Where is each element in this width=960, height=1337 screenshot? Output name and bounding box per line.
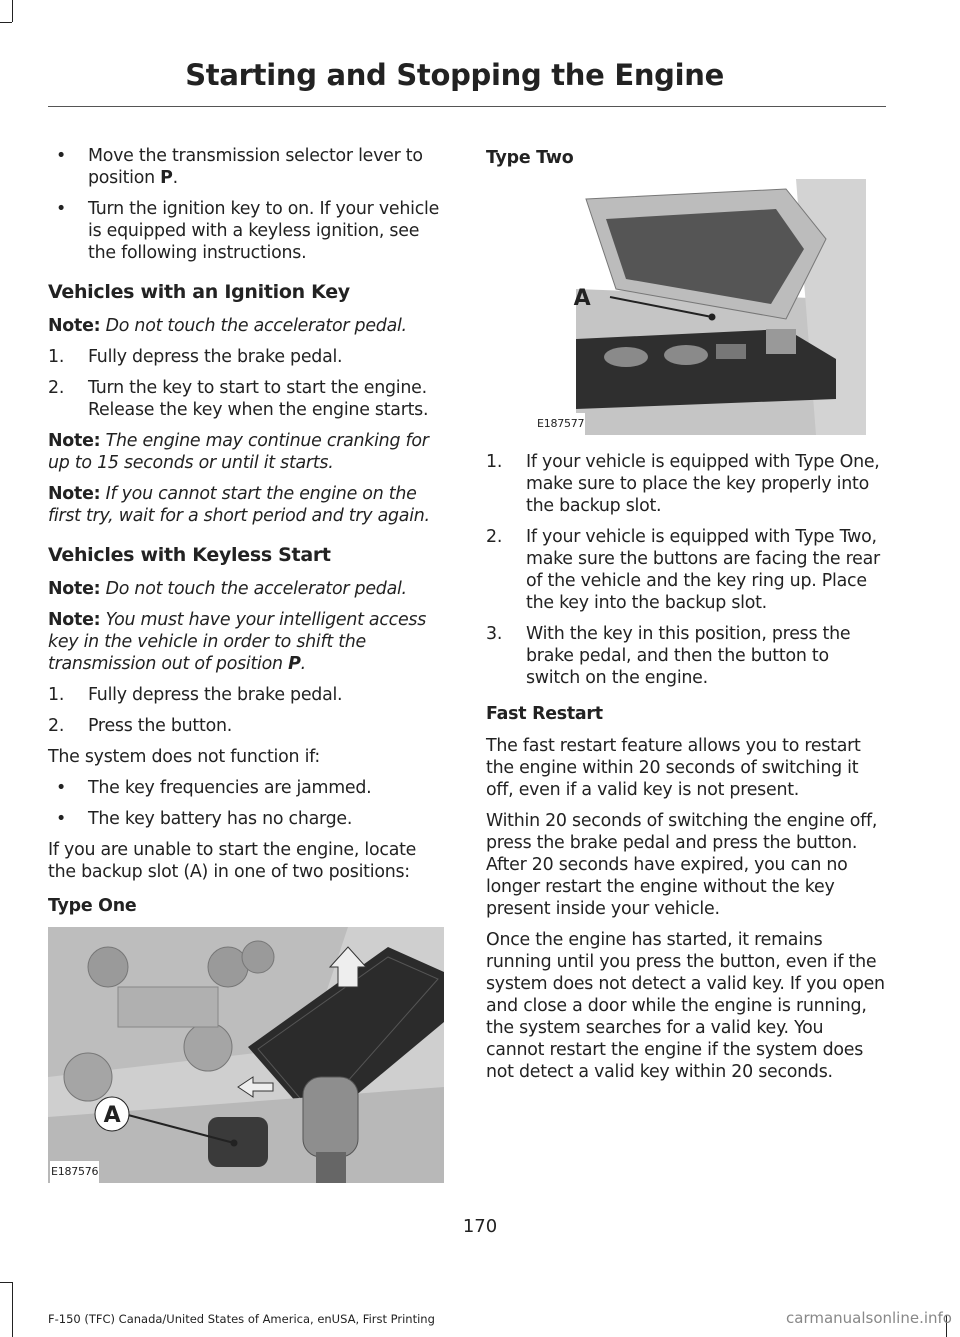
watermark: carmanualsonline.info: [786, 1309, 952, 1327]
subheading: Type One: [48, 896, 137, 916]
section-heading: Vehicles with an Ignition Key: [48, 281, 350, 303]
bullet-mark: •: [56, 199, 67, 219]
figure-code: E187577: [536, 413, 585, 435]
crop-mark: [12, 0, 13, 22]
right-column: [486, 145, 886, 1092]
page-number: 170: [462, 1216, 498, 1237]
note: Note: Do not touch the accelerator pedal.: [48, 316, 407, 336]
list-item: • Turn the ignition key to on. If your vehicle is equipped with a keyless ignition, see the following instructions.: [56, 199, 440, 263]
left-column: [48, 145, 448, 1183]
bullet-mark: •: [56, 778, 67, 798]
subheading: Fast Restart: [486, 704, 603, 724]
header-rule: [48, 106, 886, 107]
crop-mark: [0, 22, 12, 23]
list-item: 1. Fully depress the brake pedal.: [48, 347, 343, 367]
paragraph: Within 20 seconds of switching the engine off, press the brake pedal and press the button. After 20 seconds have expired, you can no longer restart the engine without the key present inside your vehicle.: [486, 811, 878, 919]
figure-code: E187576: [50, 1161, 99, 1183]
list-item: 2. Turn the key to start to start the engine. Release the key when the engine starts.: [48, 378, 429, 420]
note: Note: The engine may continue cranking for up to 15 seconds or until it starts.: [48, 431, 429, 473]
paragraph: If you are unable to start the engine, locate the backup slot (A) in one of two positions:: [48, 840, 417, 882]
subheading: Type Two: [486, 148, 574, 168]
list-item: • Move the transmission selector lever to position P.: [56, 146, 423, 188]
list-item: 1. Fully depress the brake pedal.: [48, 685, 343, 705]
bullet-mark: •: [56, 809, 67, 829]
paragraph: The system does not function if:: [48, 747, 321, 767]
list-item: 2. Press the button.: [48, 716, 233, 736]
figure-type-one: [48, 927, 444, 1183]
list-item: 1. If your vehicle is equipped with Type One, make sure to place the key properly into the backup slot.: [486, 452, 880, 516]
crop-mark: [12, 1282, 13, 1337]
bullet-mark: •: [56, 146, 67, 166]
footer-text: F-150 (TFC) Canada/United States of America, enUSA, First Printing: [48, 1312, 435, 1326]
figure-type-two: [536, 179, 886, 435]
crop-mark: [0, 1282, 12, 1283]
page-title: Starting and Stopping the Engine: [185, 58, 724, 92]
note: Note: If you cannot start the engine on the first try, wait for a short period and try again.: [48, 484, 430, 526]
list-item: 2. If your vehicle is equipped with Type Two, make sure the buttons are facing the rear of the vehicle and the key ring up. Place the key into the backup slot.: [486, 527, 880, 613]
paragraph: The fast restart feature allows you to restart the engine within 20 seconds of switching it off, even if a valid key is not present.: [486, 736, 861, 800]
list-item: • The key frequencies are jammed.: [56, 778, 372, 798]
list-item: • The key battery has no charge.: [56, 809, 353, 829]
list-item: 3. With the key in this position, press the brake pedal, and then the button to switch on the engine.: [486, 624, 851, 688]
note: Note: You must have your intelligent access key in the vehicle in order to shift the transmission out of position P.: [48, 610, 427, 674]
center-console-illustration: [536, 179, 886, 435]
callout-label-a: A: [573, 286, 591, 311]
section-heading: Vehicles with Keyless Start: [48, 544, 331, 566]
console-illustration: [48, 927, 444, 1183]
paragraph: Once the engine has started, it remains running until you press the button, even if the system does not detect a valid key. If you open and close a door while the engine is running, the system searches for a valid key. You cannot restart the engine if the system does not detect a valid key within 20 seconds.: [486, 930, 885, 1082]
callout-label-a: A: [103, 1103, 121, 1128]
note: Note: Do not touch the accelerator pedal.: [48, 579, 407, 599]
